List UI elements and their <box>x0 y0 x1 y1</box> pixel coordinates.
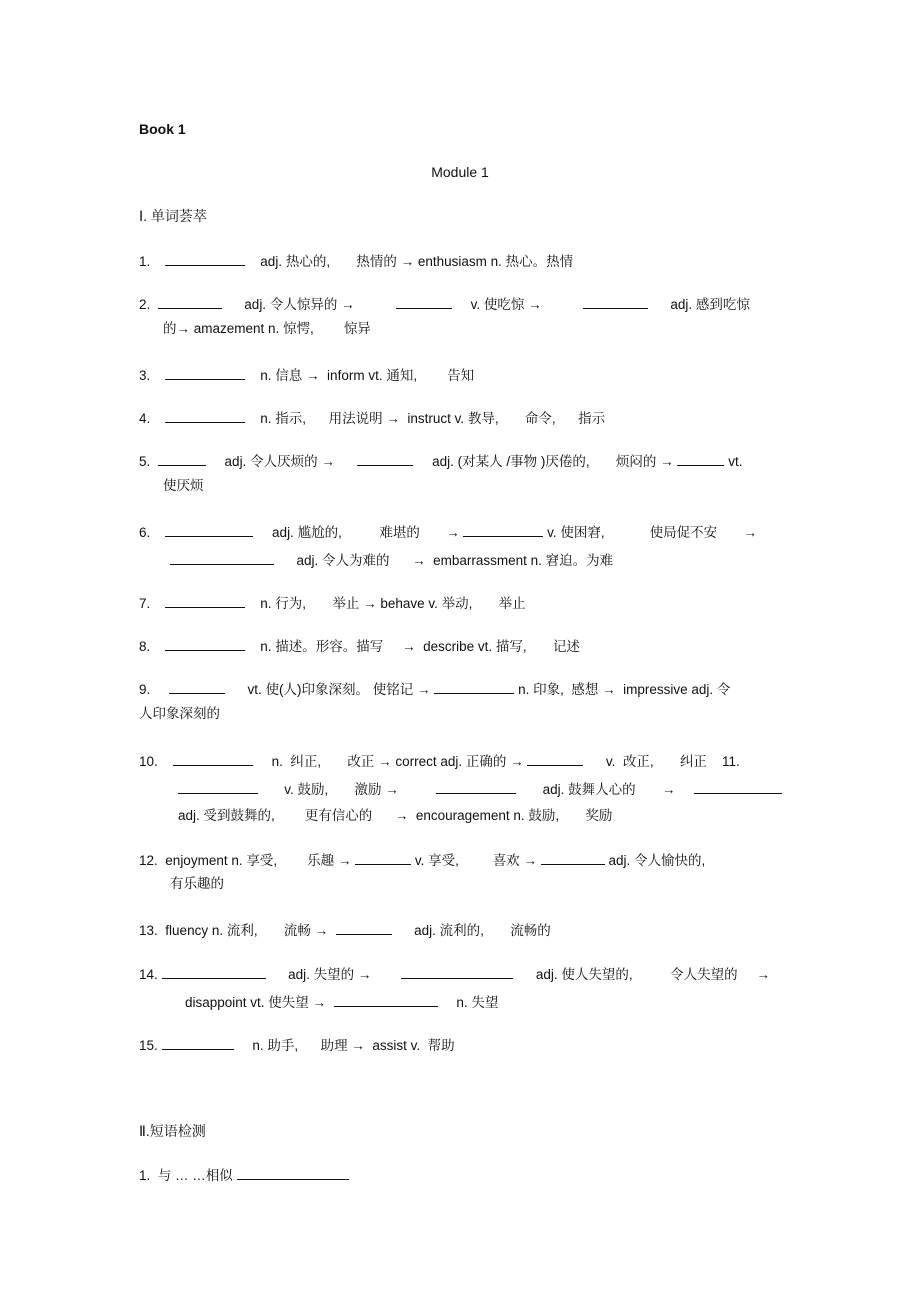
vocab-item-6: 6. adj. 尴尬的, 难堪的 → v. 使困窘, 使局促不安 → <box>139 522 757 542</box>
answer-blank[interactable] <box>165 522 253 537</box>
phrase-item-1: 1. 与 … …相似 <box>139 1165 349 1185</box>
vocab-item-8: 8. n. 描述。形容。描写 → describe vt. 描写, 记述 <box>139 636 580 656</box>
vocab-item-2: 2. adj. 令人惊异的 → v. 使吃惊 → adj. 感到吃惊 <box>139 294 750 314</box>
book-title: Book 1 <box>139 121 186 137</box>
vocab-item-12: 12. enjoyment n. 享受, 乐趣 → v. 享受, 喜欢 → adj. 令人愉快的, <box>139 850 705 870</box>
answer-blank[interactable] <box>541 850 605 865</box>
answer-blank[interactable] <box>165 408 245 423</box>
answer-blank[interactable] <box>162 964 266 979</box>
vocab-item-5-cont: 使厌烦 <box>163 478 204 493</box>
answer-blank[interactable] <box>178 779 258 794</box>
vocab-item-12-cont: 有乐趣的 <box>170 876 224 891</box>
answer-blank[interactable] <box>173 751 253 766</box>
answer-blank[interactable] <box>165 636 245 651</box>
answer-blank[interactable] <box>165 365 245 380</box>
answer-blank[interactable] <box>401 964 513 979</box>
answer-blank[interactable] <box>158 451 206 466</box>
answer-blank[interactable] <box>463 522 543 537</box>
vocab-item-10: 10. n. 纠正, 改正 → correct adj. 正确的 → v. 改正, 纠正 11. <box>139 751 740 771</box>
answer-blank[interactable] <box>162 1035 234 1050</box>
vocab-item-4: 4. n. 指示, 用法说明 → instruct v. 教导, 命令, 指示 <box>139 408 605 428</box>
vocab-item-11-cont: adj. 受到鼓舞的, 更有信心的 → encouragement n. 鼓励, 奖励 <box>178 808 613 823</box>
answer-blank[interactable] <box>170 550 274 565</box>
answer-blank[interactable] <box>583 294 648 309</box>
vocab-item-14-cont: disappoint vt. 使失望 → n. 失望 <box>185 992 498 1012</box>
answer-blank[interactable] <box>334 992 438 1007</box>
vocab-item-9: 9. vt. 使(人)印象深刻。 使铭记 → n. 印象, 感想 → impressive adj. 令 <box>139 679 730 699</box>
section-title-vocabulary: Ⅰ. 单词荟萃 <box>139 208 207 224</box>
vocab-item-15: 15. n. 助手, 助理 → assist v. 帮助 <box>139 1035 455 1055</box>
section-title-phrases: Ⅱ.短语检测 <box>139 1123 206 1139</box>
answer-blank[interactable] <box>237 1165 349 1180</box>
vocab-item-5: 5. adj. 令人厌烦的 → adj. (对某人 /事物 )厌倦的, 烦闷的 → vt. <box>139 451 742 471</box>
vocab-item-3: 3. n. 信息 → inform vt. 通知, 告知 <box>139 365 474 385</box>
vocab-item-6-cont: adj. 令人为难的 → embarrassment n. 窘迫。为难 <box>170 550 613 570</box>
answer-blank[interactable] <box>694 779 782 794</box>
answer-blank[interactable] <box>436 779 516 794</box>
answer-blank[interactable] <box>527 751 583 766</box>
answer-blank[interactable] <box>165 593 245 608</box>
answer-blank[interactable] <box>357 451 413 466</box>
answer-blank[interactable] <box>396 294 452 309</box>
answer-blank[interactable] <box>677 451 724 466</box>
vocab-item-7: 7. n. 行为, 举止 → behave v. 举动, 举止 <box>139 593 526 613</box>
vocab-item-9-cont: 人印象深刻的 <box>139 706 220 721</box>
vocab-item-2-cont: 的→ amazement n. 惊愕, 惊异 <box>163 321 371 336</box>
answer-blank[interactable] <box>169 679 225 694</box>
answer-blank[interactable] <box>165 251 245 266</box>
answer-blank[interactable] <box>434 679 514 694</box>
vocab-item-11: v. 鼓励, 激励 → adj. 鼓舞人心的 → <box>178 779 782 799</box>
vocab-item-13: 13. fluency n. 流利, 流畅 → adj. 流利的, 流畅的 <box>139 920 551 940</box>
vocab-item-1: 1. adj. 热心的, 热情的 → enthusiasm n. 热心。热情 <box>139 251 573 271</box>
vocab-item-14: 14. adj. 失望的 → adj. 使人失望的, 令人失望的 → <box>139 964 770 984</box>
answer-blank[interactable] <box>158 294 222 309</box>
module-title: Module 1 <box>431 164 489 180</box>
answer-blank[interactable] <box>355 850 411 865</box>
answer-blank[interactable] <box>336 920 392 935</box>
